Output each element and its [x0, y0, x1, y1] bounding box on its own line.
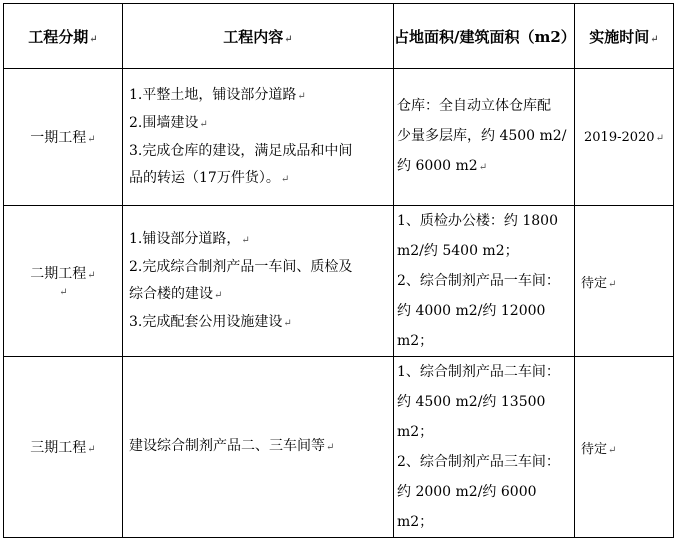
header-phase: 工程分期↵: [4, 4, 123, 69]
time-cell: 待定↵: [575, 357, 674, 538]
area-cell: [394, 357, 575, 538]
area-line: 1、质检办公楼：约 1800: [397, 213, 558, 229]
time-cell: 待定↵: [575, 206, 674, 357]
content-line: 3.完成配套公用设施建设↵: [129, 313, 292, 330]
phase-cell: 三期工程↵: [4, 357, 123, 538]
content-line: 3.完成仓库的建设，满足成品和中间: [129, 142, 353, 159]
content-line: 1.铺设部分道路，↵: [129, 230, 250, 247]
content-line: 2.完成综合制剂产品一车间、质检及: [129, 258, 353, 275]
area-line: 仓库：全自动立体仓库配: [397, 98, 551, 114]
table-row: [4, 357, 674, 538]
content-line: 综合楼的建设↵: [129, 285, 223, 302]
area-line: 2、综合制剂产品一车间：: [397, 273, 560, 289]
content-line: 1.平整土地，铺设部分道路↵: [129, 86, 306, 103]
area-line: 约 4000 m2/约 12000 m2；: [397, 303, 546, 349]
content-line: 建设综合制剂产品二、三车间等↵: [129, 438, 335, 454]
area-line: m2/约 5400 m2；: [397, 243, 519, 259]
header-area: 占地面积/建筑面积（m2）: [394, 4, 575, 69]
area-line: 1、综合制剂产品二车间：: [397, 364, 560, 380]
area-line: 2、综合制剂产品三车间：: [397, 454, 560, 470]
table-row: [4, 206, 674, 357]
project-phase-table: [3, 3, 674, 538]
area-line: 约 6000 m2↵: [397, 158, 488, 174]
area-line: 约 4500 m2/约 13500 m2；: [397, 394, 546, 440]
content-cell: [123, 357, 394, 538]
content-line: 品的转运（17万件货）。↵: [129, 169, 290, 186]
header-row: [4, 4, 674, 69]
phase-cell: 一期工程↵: [4, 69, 123, 206]
phase-cell: 二期工程↵ ↵: [4, 206, 123, 357]
time-cell: 2019-2020↵: [575, 69, 674, 206]
content-cell: [123, 206, 394, 357]
header-content: 工程内容↵: [123, 4, 394, 69]
table-row: [4, 69, 674, 206]
area-line: 约 2000 m2/约 6000 m2；: [397, 484, 537, 530]
content-line: 2.围墙建设↵: [129, 114, 208, 131]
area-line: 少量多层库，约 4500 m2/: [397, 128, 567, 144]
project-phase-table-wrapper: [3, 3, 674, 538]
content-cell: [123, 69, 394, 206]
header-time: 实施时间↵: [575, 4, 674, 69]
area-cell: [394, 69, 575, 206]
area-cell: [394, 206, 575, 357]
